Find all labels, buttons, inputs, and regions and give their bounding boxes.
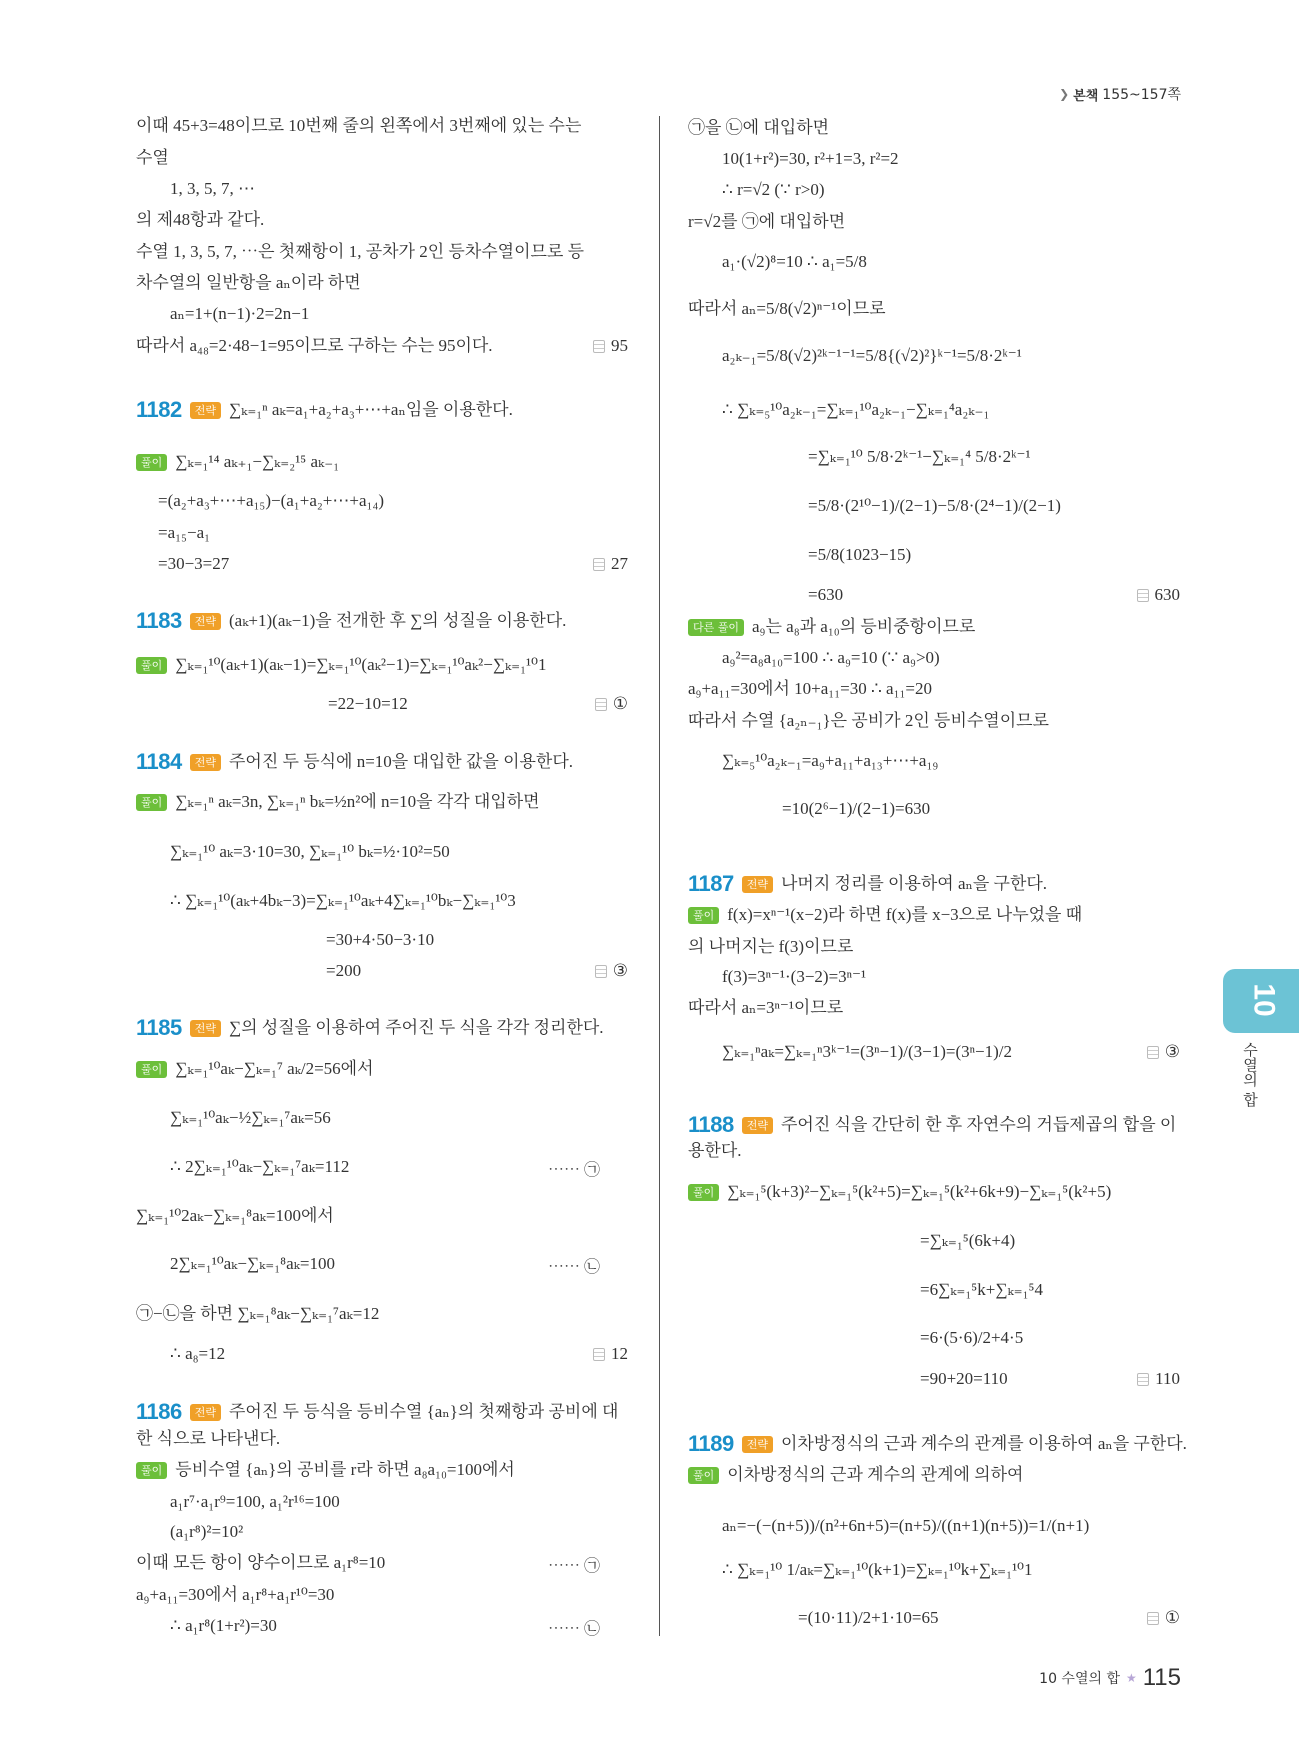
chapter-tab-number: 10 (1247, 983, 1281, 1017)
answer-icon (593, 340, 605, 353)
line-text: ∑ₖ₌₁¹⁰ aₖ=3·10=30, ∑ₖ₌₁¹⁰ bₖ=½·10²=50 (170, 842, 450, 861)
answer-value: 27 (611, 554, 628, 573)
answer (1137, 1368, 1180, 1390)
chapter-tab[interactable] (1223, 969, 1299, 1033)
line-text: ∑ₖ₌₁ⁿ aₖ=3n, ∑ₖ₌₁ⁿ bₖ=½n²에 n=10을 각각 대입하면 (175, 792, 540, 811)
text-line (326, 929, 434, 951)
line-text: a₁·(√2)⁸=10 ∴ a₁=5/8 (722, 252, 867, 271)
text-line (136, 147, 169, 169)
alt-solution-badge: 다른 풀이 (688, 619, 744, 636)
text-line (136, 1058, 374, 1080)
solution-badge: 풀이 (688, 1467, 719, 1484)
text-line (170, 1615, 277, 1637)
answer-icon (1137, 589, 1149, 602)
equation-marker: ⋯⋯ ㉡ (547, 1259, 600, 1276)
answer-value: 95 (611, 336, 628, 355)
chapter-tab-title: 수열의 합 (1241, 1042, 1259, 1107)
line-text: (aₖ+1)(aₖ−1)을 전개한 후 ∑의 성질을 이용한다. (229, 611, 567, 630)
strategy-badge: 전략 (190, 1020, 221, 1037)
text-line (136, 1459, 515, 1481)
answer-value: 630 (1154, 585, 1180, 604)
line-text: 이때 모든 항이 양수이므로 a₁r⁸=10 (136, 1553, 386, 1572)
text-line (782, 798, 930, 820)
answer (1137, 584, 1181, 606)
text-line (722, 399, 989, 421)
text-line (136, 1428, 280, 1450)
answer (595, 693, 628, 715)
text-line (688, 997, 843, 1019)
text-line (170, 1521, 243, 1543)
answer-value: 12 (611, 1344, 628, 1363)
problem-header (136, 1401, 618, 1423)
answer-value: ① (612, 694, 628, 713)
text-line (920, 1230, 1015, 1252)
text-line (722, 345, 1022, 367)
problem-number: 1189 (688, 1431, 734, 1456)
text-line (688, 211, 845, 233)
strategy-badge: 전략 (742, 1436, 773, 1453)
line-text: a₉²=a₈a₁₀=100 ∴ a₉=10 (∵ a₉>0) (722, 648, 940, 667)
line-text: =(10·11)/2+1·10=65 (798, 1608, 939, 1627)
text-line (722, 1559, 1032, 1581)
line-text: ∴ 2∑ₖ₌₁¹⁰aₖ−∑ₖ₌₁⁷aₖ=112 (170, 1157, 350, 1176)
text-line (808, 584, 843, 606)
text-line (688, 936, 853, 958)
line-text: ∴ r=√2 (∵ r>0) (722, 180, 825, 199)
text-line (688, 1464, 1023, 1486)
line-text: ∴ ∑ₖ₌₁¹⁰ 1/aₖ=∑ₖ₌₁¹⁰(k+1)=∑ₖ₌₁¹⁰k+∑ₖ₌₁¹⁰1 (722, 1560, 1033, 1579)
text-line (722, 966, 866, 988)
line-text: (a₁r⁸)²=10² (170, 1522, 244, 1541)
text-line (170, 178, 255, 200)
text-line (688, 616, 975, 638)
problem-header (136, 1017, 604, 1039)
text-line (920, 1279, 1043, 1301)
text-line (170, 1107, 331, 1129)
text-line (136, 115, 581, 137)
line-text: 10(1+r²)=30, r²+1=3, r²=2 (722, 149, 899, 168)
line-text: a₁r⁷·a₁r⁹=100, a₁²r¹⁶=100 (170, 1492, 340, 1511)
problem-number: 1185 (136, 1015, 182, 1040)
line-text: ∑ₖ₌₁¹⁴ aₖ₊₁−∑ₖ₌₂¹⁵ aₖ₋₁ (175, 452, 340, 471)
problem-header (136, 751, 573, 773)
strategy-badge: 전략 (190, 402, 221, 419)
text-line (136, 1303, 379, 1325)
line-text: ∴ ∑ₖ₌₅¹⁰a₂ₖ₋₁=∑ₖ₌₁¹⁰a₂ₖ₋₁−∑ₖ₌₁⁴a₂ₖ₋₁ (722, 400, 990, 419)
problem-number: 1188 (688, 1112, 734, 1137)
line-text: 등비수열 {aₙ}의 공비를 r라 하면 a₈a₁₀=100에서 (175, 1460, 515, 1479)
text-line (170, 303, 309, 325)
line-text: 따라서 aₙ=5/8(√2)ⁿ⁻¹이므로 (688, 299, 886, 318)
line-text: =5/8·(2¹⁰−1)/(2−1)−5/8·(2⁴−1)/(2−1) (808, 496, 1061, 515)
text-line (170, 1343, 225, 1365)
solution-badge: 풀이 (688, 907, 719, 924)
answer-icon (1147, 1612, 1159, 1625)
text-line (170, 1491, 340, 1513)
text-line (170, 1156, 349, 1178)
answer-value: ③ (612, 961, 628, 980)
line-text: 수열 (136, 148, 169, 167)
line-text: 이차방정식의 근과 계수의 관계에 의하여 (727, 1465, 1024, 1484)
line-text: 2∑ₖ₌₁¹⁰aₖ−∑ₖ₌₁⁸aₖ=100 (170, 1254, 335, 1273)
answer (1147, 1041, 1180, 1063)
solution-badge: 풀이 (688, 1184, 719, 1201)
line-text: ㉠−㉡을 하면 ∑ₖ₌₁⁸aₖ−∑ₖ₌₁⁷aₖ=12 (136, 1304, 380, 1323)
line-text: 주어진 두 등식을 등비수열 {aₙ}의 첫째항과 공비에 대 (229, 1402, 619, 1421)
text-line (326, 960, 361, 982)
problem-header (688, 1433, 1187, 1455)
line-text: a₉+a₁₁=30에서 a₁r⁸+a₁r¹⁰=30 (136, 1585, 335, 1604)
text-line (722, 750, 938, 772)
column-divider (659, 116, 660, 1636)
line-text: 따라서 aₙ=3ⁿ⁻¹이므로 (688, 998, 844, 1017)
equation-marker: ⋯⋯ ㉡ (547, 1621, 600, 1638)
equation-marker: ⋯⋯ ㉠ (547, 1558, 600, 1575)
line-text: =630 (808, 585, 844, 604)
answer (593, 553, 628, 575)
text-line (722, 148, 899, 170)
text-line (688, 678, 932, 700)
solution-badge: 풀이 (136, 454, 167, 471)
line-text: f(x)=xⁿ⁻¹(x−2)라 하면 f(x)를 x−3으로 나누었을 때 (727, 905, 1083, 924)
line-text: ∑의 성질을 이용하여 주어진 두 식을 각각 정리한다. (229, 1018, 604, 1037)
text-line (688, 904, 1082, 926)
star-icon: ★ (1125, 1671, 1137, 1685)
answer (595, 960, 628, 982)
line-text: a₉+a₁₁=30에서 10+a₁₁=30 ∴ a₁₁=20 (688, 679, 933, 698)
answer-icon (593, 1348, 605, 1361)
answer-icon (595, 698, 607, 711)
reference-label: 본책 (1073, 88, 1099, 104)
answer-value: ① (1164, 1608, 1180, 1627)
problem-number: 1186 (136, 1399, 182, 1424)
line-text: ∑ₖ₌₁¹⁰aₖ−½∑ₖ₌₁⁷aₖ=56 (170, 1108, 331, 1127)
text-line (136, 209, 264, 231)
text-line (808, 446, 1031, 468)
text-line (722, 647, 940, 669)
text-line (688, 1140, 742, 1162)
answer-value: ③ (1164, 1042, 1180, 1061)
text-line (798, 1607, 939, 1629)
text-line (722, 1041, 1012, 1063)
solution-badge: 풀이 (136, 1462, 167, 1479)
line-text: =30−3=27 (158, 554, 230, 573)
line-text: aₙ=1+(n−1)·2=2n−1 (170, 304, 310, 323)
text-line (170, 841, 450, 863)
text-line (328, 693, 408, 715)
line-text: ∑ₖ₌₁¹⁰(aₖ+1)(aₖ−1)=∑ₖ₌₁¹⁰(aₖ²−1)=∑ₖ₌₁¹⁰aₖ²−∑ₖ₌₁¹⁰1 (175, 655, 547, 674)
page-footer (1039, 1664, 1181, 1692)
line-text: f(3)=3ⁿ⁻¹·(3−2)=3ⁿ⁻¹ (722, 967, 867, 986)
text-line (136, 654, 546, 676)
text-line (722, 1515, 1089, 1537)
chevron-right-icon: ❯ (1059, 87, 1070, 101)
line-text: 수열 1, 3, 5, 7, ⋯은 첫째항이 1, 공차가 2인 등차수열이므로 등 (136, 242, 585, 261)
line-text: =6·(5·6)/2+4·5 (920, 1328, 1024, 1347)
text-line (688, 298, 886, 320)
line-text: ∑ₖ₌₁¹⁰2aₖ−∑ₖ₌₁⁸aₖ=100에서 (136, 1206, 334, 1225)
text-line (136, 335, 493, 357)
line-text: =a₁₅−a₁ (158, 523, 211, 542)
line-text: 주어진 두 등식에 n=10을 대입한 값을 이용한다. (229, 752, 574, 771)
line-text: ∑ₖ₌₁ⁿ aₖ=a₁+a₂+a₃+⋯+aₙ임을 이용한다. (229, 400, 513, 419)
text-line (136, 241, 584, 263)
strategy-badge: 전략 (742, 1117, 773, 1134)
text-line (808, 495, 1061, 517)
strategy-badge: 전략 (190, 754, 221, 771)
text-line (170, 890, 516, 912)
text-line (808, 544, 911, 566)
text-line (136, 272, 361, 294)
line-text: a₉는 a₈과 a₁₀의 등비중항이므로 (752, 617, 976, 636)
line-text: ㉠을 ㉡에 대입하면 (688, 118, 830, 137)
text-line (158, 553, 229, 575)
solution-badge: 풀이 (136, 657, 167, 674)
text-line (920, 1368, 1008, 1390)
answer-icon (1147, 1046, 1159, 1059)
problem-header (688, 1114, 1176, 1136)
line-text: ∑ₖ₌₁⁵(k+3)²−∑ₖ₌₁⁵(k²+5)=∑ₖ₌₁⁵(k²+6k+9)−∑ₖ₌₁⁵(k²+5) (727, 1182, 1112, 1201)
problem-number: 1182 (136, 397, 182, 422)
line-text: =∑ₖ₌₁⁵(6k+4) (920, 1231, 1016, 1250)
text-line (136, 451, 339, 473)
text-line (136, 1205, 334, 1227)
answer (593, 335, 628, 357)
line-text: aₙ=−(−(n+5))/(n²+6n+5)=(n+5)/((n+1)(n+5))=1/(n+1) (722, 1516, 1090, 1535)
line-text: 의 제48항과 같다. (136, 210, 265, 229)
line-text: a₂ₖ₋₁=5/8(√2)²ᵏ⁻¹⁻¹=5/8{(√2)²}ᵏ⁻¹=5/8·2ᵏ⁻¹ (722, 346, 1022, 365)
line-text: 주어진 식을 간단히 한 후 자연수의 거듭제곱의 합을 이 (781, 1115, 1177, 1134)
strategy-badge: 전략 (190, 613, 221, 630)
line-text: r=√2를 ㉠에 대입하면 (688, 212, 846, 231)
equation-marker: ⋯⋯ ㉠ (547, 1162, 600, 1179)
line-text: 용한다. (688, 1141, 742, 1160)
answer-icon (1137, 1373, 1149, 1386)
line-text: =22−10=12 (328, 694, 408, 713)
text-line (920, 1327, 1023, 1349)
line-text: 이차방정식의 근과 계수의 관계를 이용하여 aₙ을 구한다. (781, 1434, 1187, 1453)
footer-chapter: 10 수열의 합 (1039, 1671, 1120, 1687)
text-line (136, 791, 540, 813)
text-line (158, 490, 384, 512)
text-line (722, 251, 867, 273)
line-text: =30+4·50−3·10 (326, 930, 435, 949)
line-text: =90+20=110 (920, 1369, 1008, 1388)
problem-header (136, 610, 566, 632)
line-text: ∴ a₁r⁸(1+r²)=30 (170, 1616, 277, 1635)
text-line (136, 1584, 334, 1606)
text-line (688, 1181, 1111, 1203)
solution-badge: 풀이 (136, 1061, 167, 1078)
line-text: =(a₂+a₃+⋯+a₁₅)−(a₁+a₂+⋯+a₁₄) (158, 491, 385, 510)
line-text: 따라서 a₄₈=2·48−1=95이므로 구하는 수는 95이다. (136, 336, 493, 355)
text-line (136, 1552, 385, 1574)
line-text: 이때 45+3=48이므로 10번째 줄의 왼쪽에서 3번째에 있는 수는 (136, 116, 582, 135)
strategy-badge: 전략 (190, 1404, 221, 1421)
line-text: ∑ₖ₌₅¹⁰a₂ₖ₋₁=a₉+a₁₁+a₁₃+⋯+a₁₉ (722, 751, 939, 770)
solution-badge: 풀이 (136, 794, 167, 811)
line-text: 나머지 정리를 이용하여 aₙ을 구한다. (781, 874, 1048, 893)
line-text: ∑ₖ₌₁ⁿaₖ=∑ₖ₌₁ⁿ3ᵏ⁻¹=(3ⁿ−1)/(3−1)=(3ⁿ−1)/2 (722, 1042, 1012, 1061)
line-text: 한 식으로 나타낸다. (136, 1429, 281, 1448)
problem-header (136, 399, 513, 421)
problem-number: 1183 (136, 608, 182, 633)
problem-number: 1184 (136, 749, 182, 774)
problem-number: 1187 (688, 871, 734, 896)
text-line (688, 117, 829, 139)
line-text: 의 나머지는 f(3)이므로 (688, 937, 854, 956)
line-text: =6∑ₖ₌₁⁵k+∑ₖ₌₁⁵4 (920, 1280, 1043, 1299)
line-text: 1, 3, 5, 7, ⋯ (170, 179, 255, 198)
answer-value: 110 (1155, 1369, 1180, 1388)
reference-pages: 155~157쪽 (1102, 87, 1181, 103)
line-text: 차수열의 일반항을 aₙ이라 하면 (136, 273, 361, 292)
text-line (688, 710, 1049, 732)
answer (1147, 1607, 1180, 1629)
strategy-badge: 전략 (742, 876, 773, 893)
answer-icon (593, 558, 605, 571)
page-reference (1059, 84, 1181, 104)
line-text: =200 (326, 961, 362, 980)
answer-icon (595, 965, 607, 978)
line-text: =∑ₖ₌₁¹⁰ 5/8·2ᵏ⁻¹−∑ₖ₌₁⁴ 5/8·2ᵏ⁻¹ (808, 447, 1031, 466)
text-line (722, 179, 825, 201)
line-text: ∑ₖ₌₁¹⁰aₖ−∑ₖ₌₁⁷ aₖ/2=56에서 (175, 1059, 374, 1078)
line-text: 따라서 수열 {a₂ₙ₋₁}은 공비가 2인 등비수열이므로 (688, 711, 1049, 730)
page-number: 115 (1142, 1664, 1181, 1691)
line-text: ∴ a₈=12 (170, 1344, 226, 1363)
line-text: =10(2⁶−1)/(2−1)=630 (782, 799, 931, 818)
line-text: =5/8(1023−15) (808, 545, 912, 564)
line-text: ∴ ∑ₖ₌₁¹⁰(aₖ+4bₖ−3)=∑ₖ₌₁¹⁰aₖ+4∑ₖ₌₁¹⁰bₖ−∑ₖ₌₁¹⁰3 (170, 891, 516, 910)
text-line (158, 522, 210, 544)
problem-header (688, 873, 1047, 895)
answer (593, 1343, 628, 1365)
text-line (170, 1253, 335, 1275)
